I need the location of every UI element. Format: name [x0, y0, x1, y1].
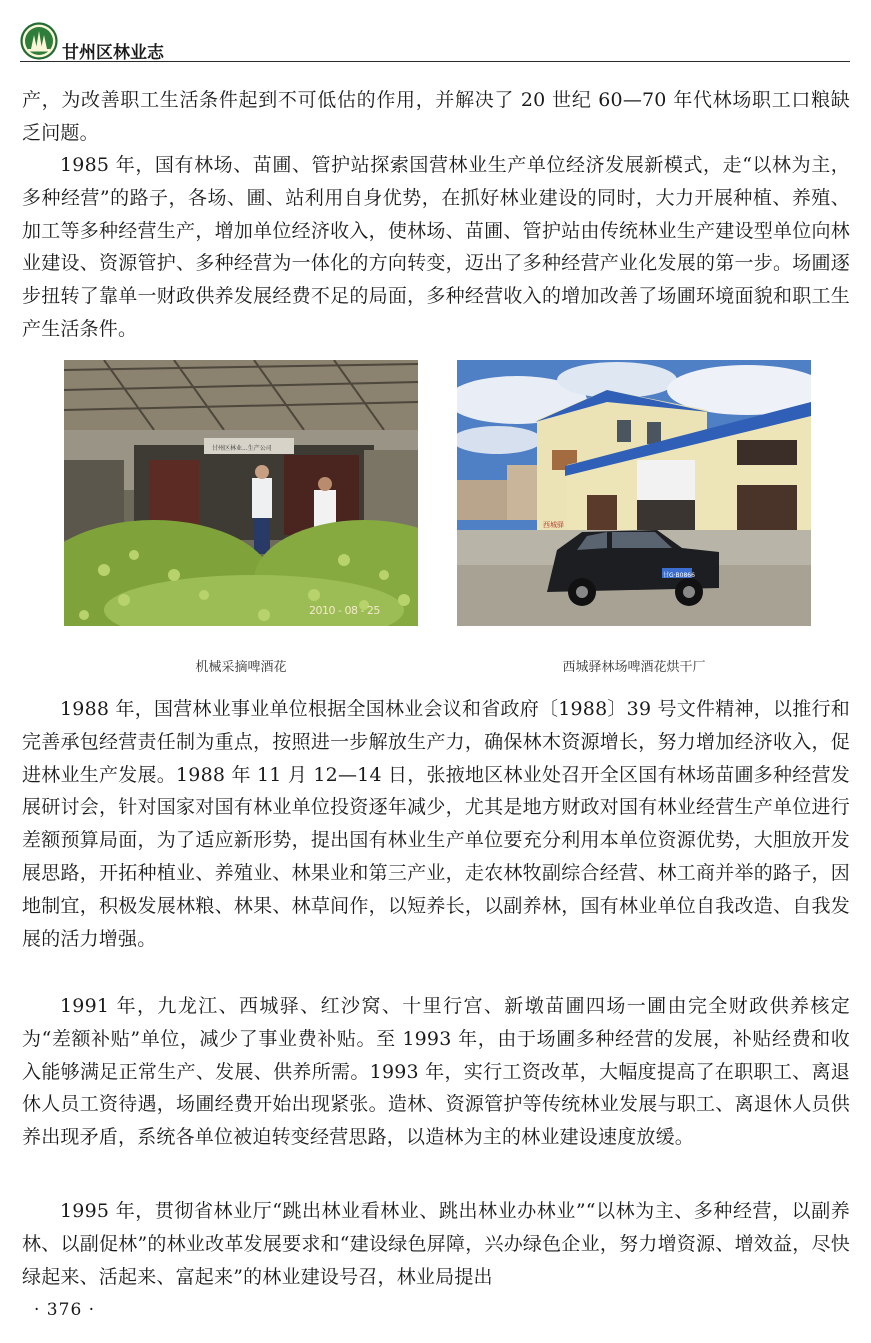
paragraph-5-text: 1995 年，贯彻省林业厅“跳出林业看林业、跳出林业办林业”“以林为主、多种经营，以副养林、以副促林”的林业改革发展要求和“建设绿色屏障，兴办绿色企业，努力增资源、增效益，尽快绿起来、活起来、富起来”的林业建设号召，林业局提出	[22, 1200, 850, 1288]
caption-hop-harvesting: 机械采摘啤酒花	[195, 660, 287, 675]
photo-date-stamp: 2010 - 08 - 25	[309, 604, 380, 617]
page-header	[20, 22, 850, 64]
paragraph-4	[22, 990, 850, 1154]
paragraph-2	[22, 149, 850, 346]
header-divider	[20, 61, 850, 62]
machine-sign-text: 甘州区林业...生产公司	[212, 445, 272, 452]
paragraph-3	[22, 693, 850, 955]
caption-hop-drying-factory: 西城驿林场啤酒花烘干厂	[562, 660, 706, 675]
page-number: · 376 ·	[34, 1300, 96, 1320]
paragraph-2-text: 1985 年，国有林场、苗圃、管护站探索国营林业生产单位经济发展新模式，走“以林为主，多种经营”的路子，各场、圃、站利用自身优势，在抓好林业建设的同时，大力开展种植、养殖、加工等多种经营生产，增加单位经济收入，使林场、苗圃、管护站由传统林业生产建设型单位向林业建设、资源管护、多种经营为一体化的方向转变，迈出了多种经营产业化发展的第一步。场圃逐步扭转了靠单一财政供养发展经费不足的局面，多种经营收入的增加改善了场圃环境面貌和职工生产生活条件。	[22, 154, 850, 340]
paragraph-1-text: 产，为改善职工生活条件起到不可低估的作用，并解决了 20 世纪 60—70 年代林场职工口粮缺乏问题。	[22, 89, 850, 144]
forestry-logo-icon	[20, 22, 58, 60]
factory-sign-text: 西城驿	[543, 521, 564, 529]
photo-hop-drying-factory	[457, 360, 811, 626]
paragraph-4-text: 1991 年，九龙江、西城驿、红沙窝、十里行宫、新墩苗圃四场一圃由完全财政供养核定为“差额补贴”单位，减少了事业费补贴。至 1993 年，由于场圃多种经营的发展，补贴经费和收入能够满足正常生产、发展、供养所需。1993 年，实行工资改革，大幅度提高了在职职工、离退休人员工资待遇，场圃经费开始出现紧张。造林、资源管护等传统林业发展与职工、离退休人员供养出现矛盾，系统各单位被迫转变经营思路，以造林为主的林业建设速度放缓。	[22, 995, 850, 1149]
book-title: 甘州区林业志	[62, 43, 164, 63]
car-license-plate: 甘G·B0866	[663, 572, 695, 579]
paragraph-5	[22, 1195, 850, 1293]
paragraph-3-text: 1988 年，国营林业事业单位根据全国林业会议和省政府〔1988〕39 号文件精神，以推行和完善承包经营责任制为重点，按照进一步解放生产力，确保林木资源增长，努力增加经济收入，促进林业生产发展。1988 年 11 月 12—14 日，张掖地区林业处召开全区国有林场苗圃多种经营发展研讨会，针对国家对国有林业单位投资逐年减少，尤其是地方财政对国有林业经营生产单位进行差额预算局面，为了适应新形势，提出国有林业生产单位要充分利用本单位资源优势，大胆放开发展思路，开拓种植业、养殖业、林果业和第三产业，走农林牧副综合经营、林工商并举的路子，因地制宜，积极发展林粮、林果、林草间作，以短养长，以副养林，国有林业单位自我改造、自我发展的活力增强。	[22, 698, 850, 950]
photo-hop-harvesting	[64, 360, 418, 626]
paragraph-1	[22, 84, 850, 150]
